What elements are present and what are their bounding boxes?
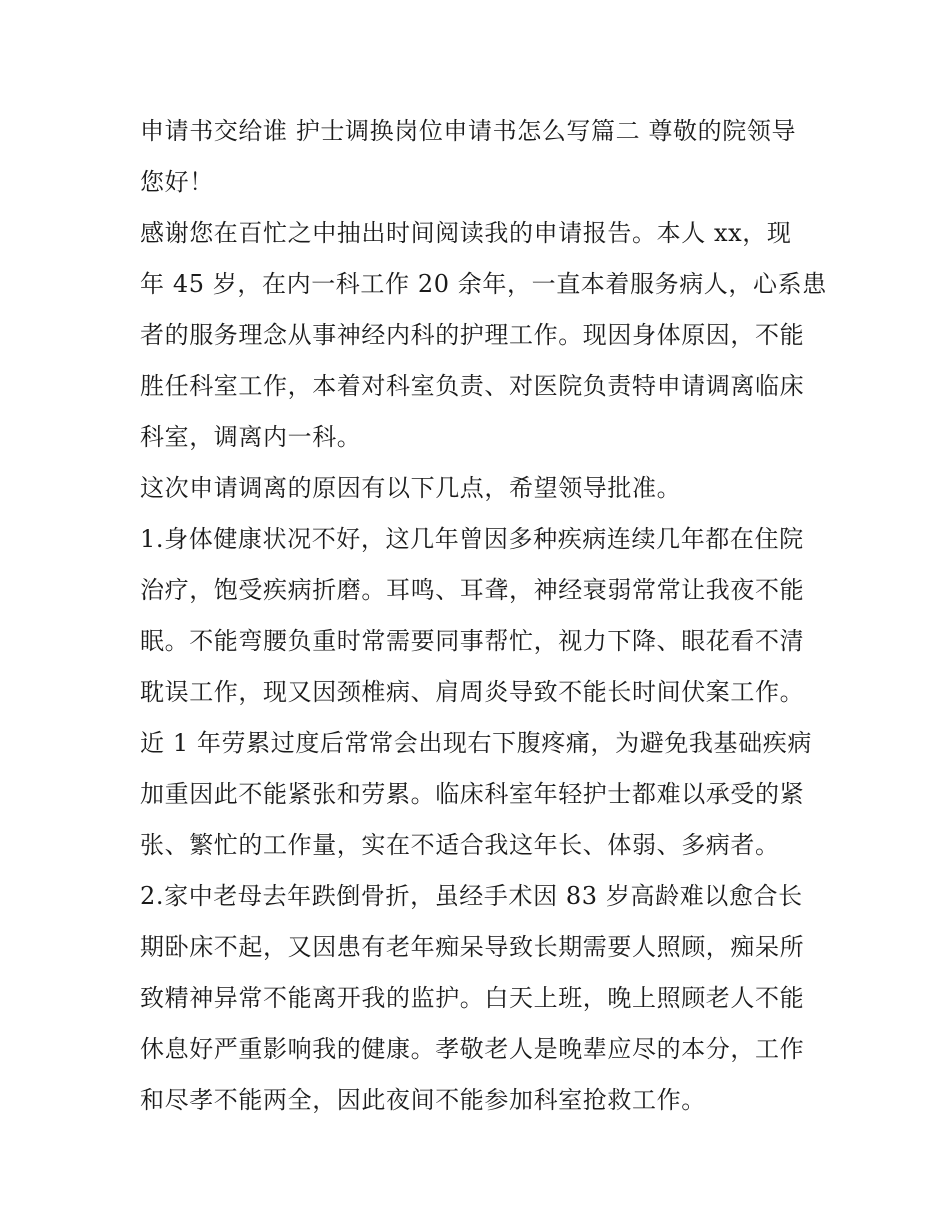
text-line: 您好！ — [140, 168, 214, 196]
letter-body — [140, 106, 827, 1126]
text-line: 和尽孝不能两全，因此夜间不能参加科室抢救工作。 — [140, 1086, 706, 1114]
text-line: 期卧床不起，又因患有老年痴呆导致长期需要人照顾，痴呆所 — [140, 933, 805, 961]
text-line: 2.家中老母去年跌倒骨折，虽经手术因 83 岁高龄难以愈合长 — [140, 882, 803, 910]
text-line: 眠。不能弯腰负重时常需要同事帮忙，视力下降、眼花看不清 — [140, 627, 805, 655]
text-line: 这次申请调离的原因有以下几点，希望领导批准。 — [140, 474, 682, 502]
text-line: 耽误工作，现又因颈椎病、肩周炎导致不能长时间伏案工作。 — [140, 678, 805, 706]
text-line: 申请书交给谁 护士调换岗位申请书怎么写篇二 尊敬的院领导 — [140, 117, 797, 145]
text-line: 致精神异常不能离开我的监护。白天上班，晚上照顾老人不能 — [140, 984, 805, 1012]
text-line: 加重因此不能紧张和劳累。临床科室年轻护士都难以承受的紧 — [140, 780, 805, 808]
text-line: 治疗，饱受疾病折磨。耳鸣、耳聋，神经衰弱常常让我夜不能 — [140, 576, 805, 604]
text-line: 近 1 年劳累过度后常常会出现右下腹疼痛，为避免我基础疾病 — [140, 729, 812, 757]
text-line: 感谢您在百忙之中抽出时间阅读我的申请报告。本人 xx，现 — [140, 219, 792, 247]
text-line: 张、繁忙的工作量，实在不适合我这年长、体弱、多病者。 — [140, 831, 780, 859]
text-line: 胜任科室工作，本着对科室负责、对医院负责特申请调离临床 — [140, 372, 805, 400]
text-line: 休息好严重影响我的健康。孝敬老人是晚辈应尽的本分，工作 — [140, 1035, 805, 1063]
text-line: 1.身体健康状况不好，这几年曾因多种疾病连续几年都在住院 — [140, 525, 804, 553]
text-line: 者的服务理念从事神经内科的护理工作。现因身体原因，不能 — [140, 321, 805, 349]
text-line: 年 45 岁，在内一科工作 20 余年，一直本着服务病人，心系患 — [140, 270, 827, 298]
text-line: 科室，调离内一科。 — [140, 423, 362, 451]
